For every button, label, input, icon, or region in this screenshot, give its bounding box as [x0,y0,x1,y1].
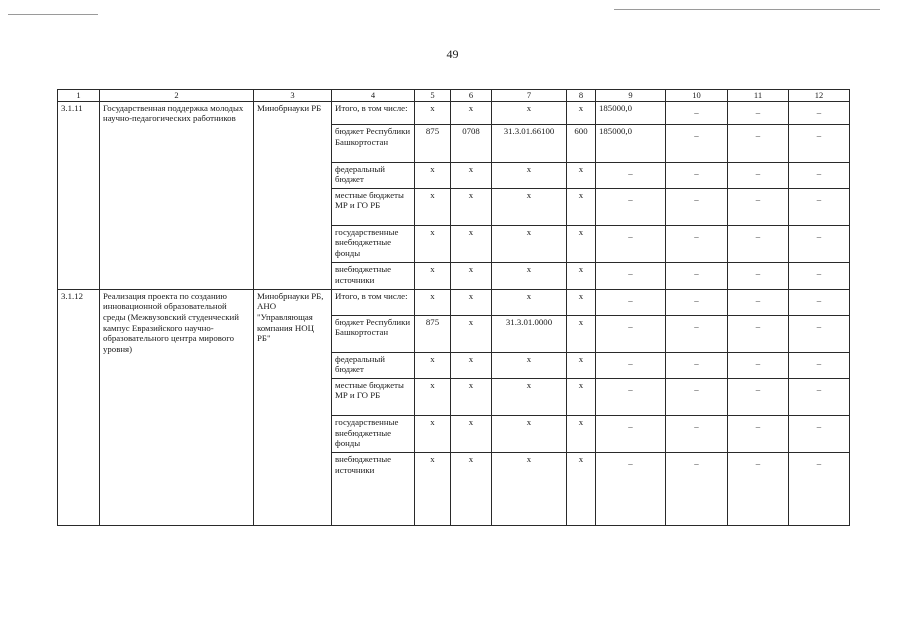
section-code: 0708 [451,125,492,162]
amount-year-4: – [789,315,850,352]
amount-year-1: – [596,453,666,526]
expense-type: x [567,263,596,290]
amount-year-2: – [666,315,728,352]
target-article: x [492,378,567,415]
target-article: x [492,263,567,290]
amount-year-1: – [596,378,666,415]
header-cell-12: 12 [789,90,850,102]
amount-year-3: – [728,225,789,262]
amount-year-4: – [789,188,850,225]
amount-year-2: – [666,101,728,124]
amount-year-3: – [728,415,789,452]
amount-year-4: – [789,352,850,378]
amount-year-4: – [789,453,850,526]
header-cell-6: 6 [451,90,492,102]
admin-code: x [415,101,451,124]
header-cell-3: 3 [254,90,332,102]
amount-year-2: – [666,162,728,188]
expense-type: x [567,378,596,415]
expense-type: x [567,415,596,452]
section-code: x [451,453,492,526]
admin-code: 875 [415,315,451,352]
admin-code: x [415,289,451,315]
amount-year-3: – [728,352,789,378]
admin-code: x [415,415,451,452]
target-article: 31.3.01.0000 [492,315,567,352]
expense-type: 600 [567,125,596,162]
amount-year-3: – [728,289,789,315]
admin-code: x [415,352,451,378]
admin-code: x [415,188,451,225]
funding-source: Итого, в том числе: [332,101,415,124]
amount-year-4: – [789,125,850,162]
amount-year-4: – [789,415,850,452]
amount-year-1: 185000,0 [596,101,666,124]
target-article: x [492,289,567,315]
section-code: x [451,162,492,188]
funding-source: бюджет Республики Башкортостан [332,315,415,352]
amount-year-4: – [789,263,850,290]
funding-source: местные бюджеты МР и ГО РБ [332,378,415,415]
section-code: x [451,263,492,290]
target-article: x [492,352,567,378]
expense-type: x [567,289,596,315]
funding-source: внебюджетные источники [332,453,415,526]
amount-year-4: – [789,101,850,124]
table-header-row [58,90,850,102]
header-cell-11: 11 [728,90,789,102]
amount-year-3: – [728,188,789,225]
section-code: x [451,315,492,352]
amount-year-2: – [666,415,728,452]
target-article: x [492,225,567,262]
amount-year-2: – [666,225,728,262]
amount-year-2: – [666,289,728,315]
expense-type: x [567,225,596,262]
section-code: x [451,101,492,124]
admin-code: 875 [415,125,451,162]
amount-year-1: – [596,289,666,315]
section-code: x [451,188,492,225]
amount-year-3: – [728,453,789,526]
header-cell-8: 8 [567,90,596,102]
funding-source: внебюджетные источники [332,263,415,290]
page-number: 49 [446,47,459,61]
funding-source: государственные внебюджетные фонды [332,225,415,262]
amount-year-3: – [728,378,789,415]
measure-name: Государственная поддержка молодых научно-педагогических работников [100,101,254,289]
amount-year-4: – [789,378,850,415]
admin-code: x [415,378,451,415]
target-article: x [492,101,567,124]
amount-year-2: – [666,378,728,415]
expense-type: x [567,453,596,526]
amount-year-2: – [666,188,728,225]
amount-year-4: – [789,289,850,315]
expense-type: x [567,315,596,352]
table-row [58,101,850,124]
amount-year-1: – [596,188,666,225]
amount-year-2: – [666,352,728,378]
amount-year-1: – [596,225,666,262]
table-row [58,289,850,315]
expense-type: x [567,162,596,188]
scan-artifact-left [8,14,98,15]
funding-source: местные бюджеты МР и ГО РБ [332,188,415,225]
target-article: x [492,453,567,526]
amount-year-2: – [666,125,728,162]
amount-year-1: – [596,263,666,290]
target-article: x [492,162,567,188]
amount-year-1: – [596,315,666,352]
amount-year-3: – [728,101,789,124]
measure-code: 3.1.11 [58,101,100,289]
funding-source: государственные внебюджетные фонды [332,415,415,452]
header-cell-7: 7 [492,90,567,102]
expense-type: x [567,101,596,124]
funding-source: федеральный бюджет [332,162,415,188]
measure-executor: Минобрнауки РБ [254,101,332,289]
target-article: x [492,415,567,452]
amount-year-1: 185000,0 [596,125,666,162]
budget-table [57,89,850,526]
header-cell-10: 10 [666,90,728,102]
scan-artifact-right [614,9,880,10]
funding-source: Итого, в том числе: [332,289,415,315]
amount-year-3: – [728,162,789,188]
admin-code: x [415,263,451,290]
amount-year-1: – [596,162,666,188]
header-cell-4: 4 [332,90,415,102]
amount-year-3: – [728,263,789,290]
amount-year-1: – [596,352,666,378]
amount-year-1: – [596,415,666,452]
funding-source: бюджет Республики Башкортостан [332,125,415,162]
header-cell-5: 5 [415,90,451,102]
funding-source: федеральный бюджет [332,352,415,378]
amount-year-4: – [789,225,850,262]
amount-year-2: – [666,263,728,290]
amount-year-3: – [728,315,789,352]
expense-type: x [567,352,596,378]
header-cell-9: 9 [596,90,666,102]
admin-code: x [415,162,451,188]
section-code: x [451,352,492,378]
header-cell-2: 2 [100,90,254,102]
section-code: x [451,415,492,452]
amount-year-2: – [666,453,728,526]
target-article: x [492,188,567,225]
section-code: x [451,289,492,315]
admin-code: x [415,225,451,262]
amount-year-3: – [728,125,789,162]
measure-code: 3.1.12 [58,289,100,525]
expense-type: x [567,188,596,225]
target-article: 31.3.01.66100 [492,125,567,162]
section-code: x [451,225,492,262]
admin-code: x [415,453,451,526]
section-code: x [451,378,492,415]
measure-name: Реализация проекта по созданию инновационной образовательной среды (Межвузовский студенческий кампус Евразийского научно-образовательного центра мирового уровня) [100,289,254,525]
measure-executor: Минобрнауки РБ, АНО "Управляющая компания НОЦ РБ" [254,289,332,525]
table-body [58,90,850,526]
amount-year-4: – [789,162,850,188]
header-cell-1: 1 [58,90,100,102]
